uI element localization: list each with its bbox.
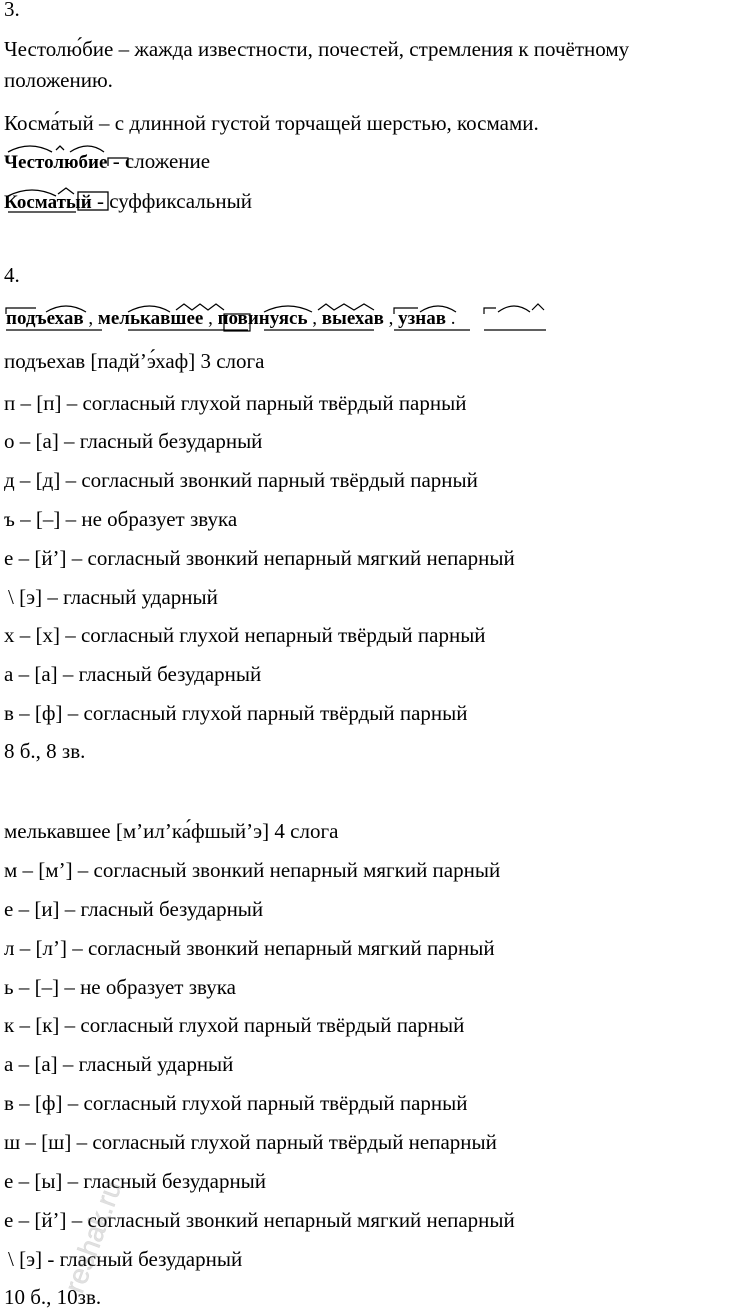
analysis1-line: е – [й’] – согласный звонкий непарный мягкий непарный bbox=[4, 546, 515, 570]
word-vyekhav: выехав bbox=[321, 308, 384, 329]
analysis2-line: к – [к] – согласный глухой парный твёрдый парный bbox=[4, 1013, 465, 1037]
root-arc-icon bbox=[46, 306, 86, 312]
period: . bbox=[450, 308, 456, 329]
prefix-mark-icon bbox=[484, 308, 496, 314]
analysis2-line: ш – [ш] – согласный глухой парный твёрдый непарный bbox=[4, 1130, 497, 1154]
analysis1-line: д – [д] – согласный звонкий парный твёрдый парный bbox=[4, 468, 478, 492]
analysis1-line: ъ – [–] – не образует звука bbox=[4, 507, 238, 531]
task3-number: 3. bbox=[4, 0, 20, 21]
morpheme-word-kosmatyi: Косматый bbox=[4, 192, 92, 213]
analysis2-total: 10 б., 10зв. bbox=[4, 1285, 102, 1309]
formation-method-2: - суффиксальный bbox=[96, 189, 252, 213]
analysis1-line: в – [ф] – согласный глухой парный твёрдый парный bbox=[4, 701, 468, 725]
analysis2-line: в – [ф] – согласный глухой парный твёрдый парный bbox=[4, 1091, 468, 1115]
analysis1-total: 8 б., 8 зв. bbox=[4, 739, 86, 763]
comma: , bbox=[312, 308, 317, 329]
analysis1-line: \ [э] – гласный ударный bbox=[8, 585, 218, 609]
ending-box-icon bbox=[224, 314, 250, 331]
suffix-mark-icon bbox=[532, 304, 544, 310]
analysis2-line: м – [м’] – согласный звонкий непарный мягкий парный bbox=[4, 858, 501, 882]
analysis1-line: о – [а] – гласный безударный bbox=[4, 429, 263, 453]
comma: , bbox=[88, 308, 94, 329]
analysis1-line: п – [п] – согласный глухой парный твёрдый парный bbox=[4, 391, 467, 415]
word-podyekhav: подъехав bbox=[6, 308, 84, 329]
suffix-mark-icon bbox=[318, 304, 374, 310]
morpheme-word-chestolyubie: Честолюбие bbox=[4, 152, 108, 173]
suffix-mark-icon bbox=[176, 304, 224, 310]
word-povinuyas: повинуясь bbox=[217, 308, 308, 329]
prefix-mark-icon bbox=[6, 308, 36, 314]
analysis2-line: л – [л’] – согласный звонкий непарный мягкий парный bbox=[4, 936, 495, 960]
prefix-mark-icon bbox=[394, 308, 418, 314]
analysis2-line: ь – [–] – не образует звука bbox=[4, 975, 236, 999]
analysis1-line: х – [х] – согласный глухой непарный твёрдый парный bbox=[4, 623, 486, 647]
root-arc-icon bbox=[498, 306, 530, 312]
analysis1-line: а – [а] – гласный безударный bbox=[4, 662, 262, 686]
root-arc-icon bbox=[420, 306, 456, 312]
analysis1-header: подъехав [падй’э́хаф] 3 слога bbox=[4, 349, 265, 373]
root-arc-icon bbox=[128, 306, 170, 312]
comma: , bbox=[208, 308, 213, 329]
root-arc-icon bbox=[264, 306, 312, 312]
definition-kosmatyi: Косма́тый – с длинной густой торчащей шерстью, космами. bbox=[4, 111, 539, 135]
morpheme-marks-task4 bbox=[0, 0, 742, 340]
analysis2-header: мелькавшее [м’ил’ка́фшый’э] 4 слога bbox=[4, 819, 339, 843]
analysis2-line: \ [э] - гласный безударный bbox=[8, 1247, 243, 1271]
watermark-text: reshak.ru bbox=[58, 1176, 128, 1297]
word-melkavshee: мелькавшее bbox=[97, 308, 204, 329]
comma: , bbox=[388, 308, 394, 329]
task4-number: 4. bbox=[4, 263, 20, 287]
formation-method-1: - сложение bbox=[112, 149, 211, 173]
analysis2-line: е – [ы] – гласный безударный bbox=[4, 1169, 267, 1193]
definition-chestolyubie: Честолю́бие – жажда известности, почестей, стремления к почётному положению. bbox=[4, 37, 630, 92]
analysis2-line: е – [и] – гласный безударный bbox=[4, 897, 264, 921]
word-uznav: узнав bbox=[398, 308, 447, 329]
analysis2-line: а – [а] – гласный ударный bbox=[4, 1052, 234, 1076]
analysis2-line: е – [й’] – согласный звонкий непарный мягкий непарный bbox=[4, 1208, 515, 1232]
watermark-logo bbox=[58, 1170, 128, 1310]
